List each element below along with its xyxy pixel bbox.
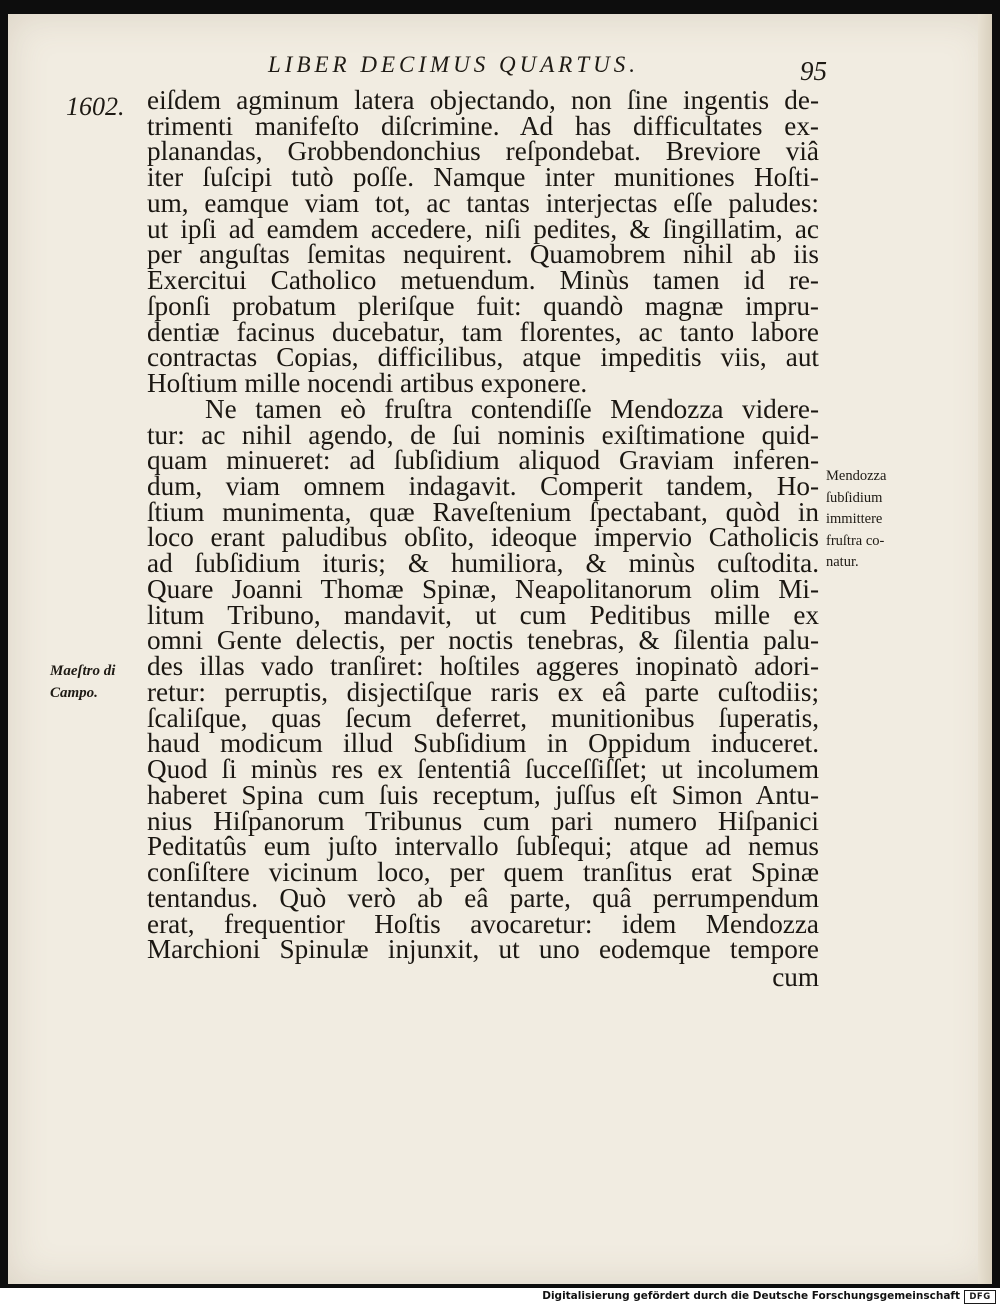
text-line: ſtium munimenta, quæ Raveſtenium ſpectabant, quòd in (147, 496, 819, 527)
text-line: contractas Copias, difficilibus, atque impeditis viis, aut (147, 342, 819, 373)
text-line: um, eamque viam tot, ac tantas interjectas eſſe paludes: (147, 187, 819, 218)
dfg-logo-icon: DFG (964, 1290, 996, 1304)
margin-note-left (50, 660, 142, 704)
text-line: trimenti manifeſto diſcrimine. Ad has difficultates ex- (147, 110, 819, 141)
page-number: 95 (800, 56, 827, 86)
text-line: haberet Spina cum ſuis receptum, juſſus eſt Simon Antu- (147, 779, 819, 810)
text-line: Hoſtium mille nocendi artibus exponere. (147, 368, 588, 399)
margin-note-right (826, 466, 926, 574)
body-text (147, 85, 819, 992)
margin-note-line: Maeſtro di (50, 663, 116, 679)
text-line: quam minueret: ad ſubſidium aliquod Graviam inferen- (147, 445, 819, 476)
text-line: Quod ſi minùs res ex ſententiâ ſucceſſiſſet; ut incolumem (147, 754, 819, 785)
text-line: ad ſubſidium ituris; & humiliora, & minùs cuſtodita. (147, 548, 819, 579)
text-line: ſcaliſque, quas ſecum deferret, munitionibus ſuperatis, (147, 702, 819, 733)
margin-note-line: Mendozza (826, 468, 887, 484)
text-line: eiſdem agminum latera objectando, non ſine ingentis de- (147, 85, 819, 115)
text-line: conſiſtere vicinum loco, per quem tranſitus erat Spinæ (147, 857, 819, 888)
text-line: erat, frequentior Hoſtis avocaretur: idem Mendozza (147, 908, 819, 939)
text-line: planandas, Grobbendonchius reſpondebat. Breviore viâ (147, 136, 819, 167)
text-line: Marchioni Spinulæ injunxit, ut uno eodemque tempore (147, 934, 819, 965)
text-line: Exercitui Catholico metuendum. Minùs tamen id re- (147, 265, 819, 296)
text-line: dum, viam omnem indagavit. Comperit tandem, Ho- (147, 471, 819, 502)
margin-note-line: natur. (826, 554, 859, 570)
text-line: ut ipſi ad eamdem accedere, niſi pedites, & ſingillatim, ac (147, 213, 819, 244)
footer-bar (0, 1288, 1000, 1307)
text-line: haud modicum illud Subſidium in Oppidum induceret. (147, 728, 819, 759)
text-line: iter ſuſcipi tutò poſſe. Namque inter munitiones Hoſti- (147, 162, 819, 193)
catchword: cum (772, 961, 819, 992)
margin-note-line: Campo. (50, 685, 98, 701)
text-line: litum Tribuno, mandavit, ut cum Peditibus mille ex (147, 599, 819, 630)
margin-year: 1602. (66, 92, 125, 121)
text-line: dentiæ facinus ducebatur, tam florentes, ac tanto labore (147, 316, 819, 347)
text-line: ſponſi probatum pleriſque fuit: quandò magnæ impru- (147, 290, 819, 321)
text-line: tur: ac nihil agendo, de ſui nominis exiſtimatione quid- (147, 419, 819, 450)
text-line: loco erant paludibus obſito, ideoque impervio Catholicis (147, 522, 819, 553)
text-line: tentandus. Quò verò ab eâ parte, quâ perrumpendum (147, 882, 819, 913)
text-line: nius Hiſpanorum Tribunus cum pari numero Hiſpanici (147, 805, 819, 836)
text-line: per anguſtas ſemitas nequirent. Quamobrem nihil ab iis (147, 239, 819, 270)
text-line: omni Gente delectis, per noctis tenebras, & ſilentia palu- (147, 625, 819, 656)
margin-note-line: immittere (826, 511, 883, 527)
paragraph-start: Ne tamen eò fruſtra contendiſſe Mendozza videre- (205, 393, 819, 424)
text-line: des illas vado tranſiret: hoſtiles aggeres inopinatò adori- (147, 651, 819, 682)
running-head: LIBER DECIMUS QUARTUS. (268, 52, 639, 77)
text-line: retur: perruptis, disjectiſque raris ex eâ parte cuſtodiis; (147, 676, 819, 707)
margin-note-line: ſubſidium (826, 489, 883, 506)
text-line: Quare Joanni Thomæ Spinæ, Neapolitanorum olim Mi- (147, 573, 819, 604)
text-line: Peditatûs eum juſto intervallo ſubſequi; atque ad nemus (147, 831, 819, 862)
margin-note-line: fruſtra co- (826, 532, 885, 549)
funding-credit: Digitalisierung gefördert durch die Deutsche Forschungsgemeinschaft (542, 1290, 960, 1302)
page-edge (978, 14, 992, 1284)
